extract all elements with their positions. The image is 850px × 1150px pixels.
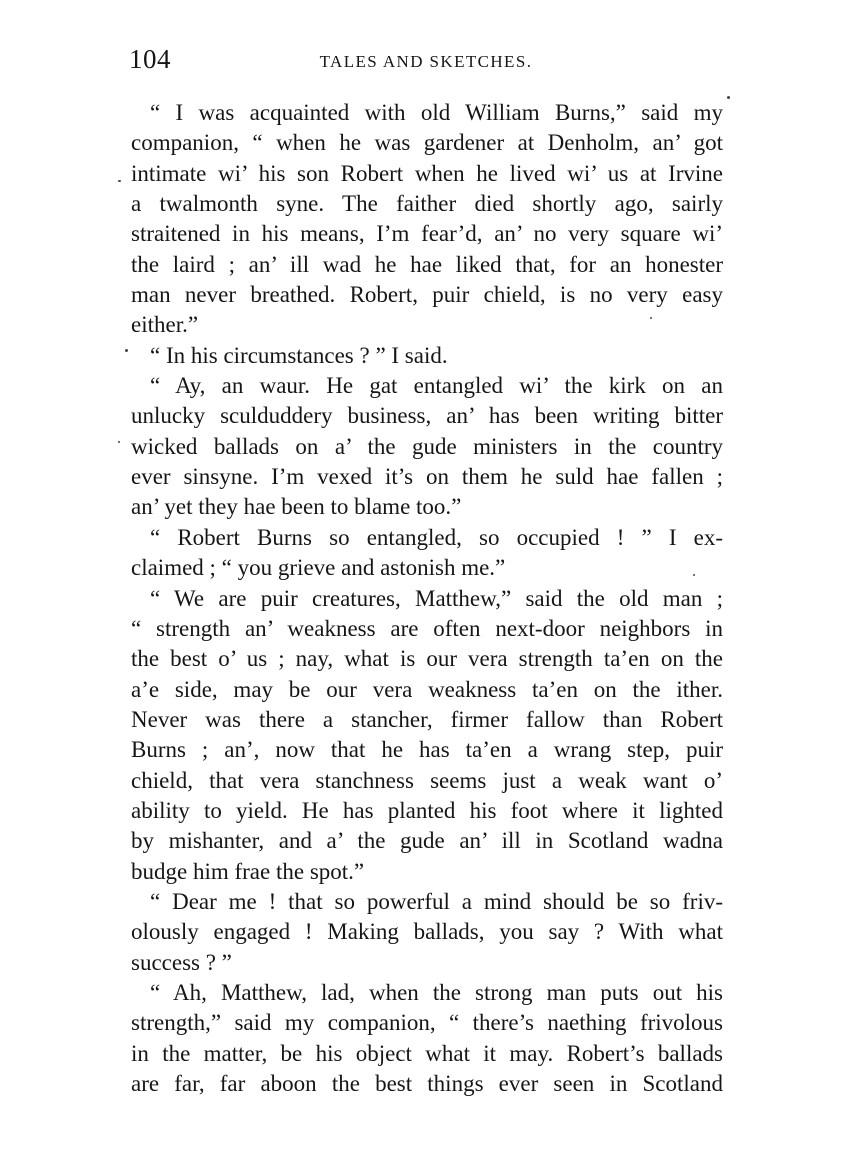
- print-speck: [125, 349, 128, 352]
- print-speck: [693, 574, 695, 576]
- text-line: “ strength an’ weakness are often next-door neighbors in: [131, 615, 723, 641]
- text-line: in the matter, be his object what it may. Robert’s ballads: [131, 1040, 723, 1066]
- text-line: a twalmonth syne. The faither died shortly ago, sairly: [131, 191, 723, 217]
- text-line: Burns ; an’, now that he has ta’en a wrang step, puir: [131, 737, 723, 763]
- text-line: “ Ah, Matthew, lad, when the strong man puts out his: [150, 979, 723, 1005]
- text-line: budge him frae the spot.”: [131, 858, 365, 884]
- text-line: “ We are puir creatures, Matthew,” said the old man ;: [150, 585, 723, 611]
- text-line: man never breathed. Robert, puir chield, is no very easy: [131, 282, 723, 308]
- body-text: [131, 98, 723, 1099]
- print-speck: [727, 96, 730, 99]
- text-line: unlucky sculduddery business, an’ has been writing bitter: [131, 403, 723, 429]
- print-speck: [118, 180, 121, 182]
- text-line: “ Dear me ! that so powerful a mind should be so friv-: [150, 888, 723, 914]
- text-line: a’e side, may be our vera weakness ta’en on the ither.: [131, 676, 723, 702]
- text-line: “ Robert Burns so entangled, so occupied ! ” I ex-: [150, 524, 723, 550]
- text-line: success ? ”: [131, 949, 232, 975]
- text-line: claimed ; “ you grieve and astonish me.”: [131, 555, 506, 581]
- print-speck: [118, 441, 120, 443]
- page-number: 104: [129, 44, 171, 74]
- text-line: ability to yield. He has planted his foot where it lighted: [131, 797, 723, 823]
- text-line: companion, “ when he was gardener at Denholm, an’ got: [131, 130, 723, 156]
- text-line: ever sinsyne. I’m vexed it’s on them he suld hae fallen ;: [131, 464, 723, 490]
- text-line: “ I was acquainted with old William Burns,” said my: [150, 100, 723, 125]
- text-line: wicked ballads on a’ the gude ministers in the country: [131, 433, 723, 459]
- text-line: are far, far aboon the best things ever seen in Scotland: [131, 1071, 723, 1096]
- text-line: an’ yet they hae been to blame too.”: [131, 494, 462, 520]
- text-line: “ Ay, an waur. He gat entangled wi’ the kirk on an: [150, 373, 723, 399]
- text-line: by mishanter, and a’ the gude an’ ill in Scotland wadna: [131, 828, 723, 854]
- text-line: olously engaged ! Making ballads, you say ? With what: [131, 919, 723, 945]
- print-speck: [650, 317, 652, 319]
- text-line: the laird ; an’ ill wad he hae liked that, for an honester: [131, 251, 723, 277]
- text-line: the best o’ us ; nay, what is our vera strength ta’en on the: [131, 646, 723, 672]
- text-line: chield, that vera stanchness seems just a weak want o’: [131, 767, 723, 793]
- running-title: TALES AND SKETCHES.: [319, 52, 533, 71]
- text-line: strength,” said my companion, “ there’s naething frivolous: [131, 1010, 723, 1036]
- running-head: [129, 44, 723, 78]
- text-line: either.”: [131, 312, 199, 338]
- text-line: Never was there a stancher, firmer fallow than Robert: [131, 706, 723, 732]
- text-line: intimate wi’ his son Robert when he lived wi’ us at Irvine: [131, 160, 723, 186]
- text-line: straitened in his means, I’m fear’d, an’ no very square wi’: [131, 221, 723, 247]
- text-line: “ In his circumstances ? ” I said.: [150, 342, 448, 368]
